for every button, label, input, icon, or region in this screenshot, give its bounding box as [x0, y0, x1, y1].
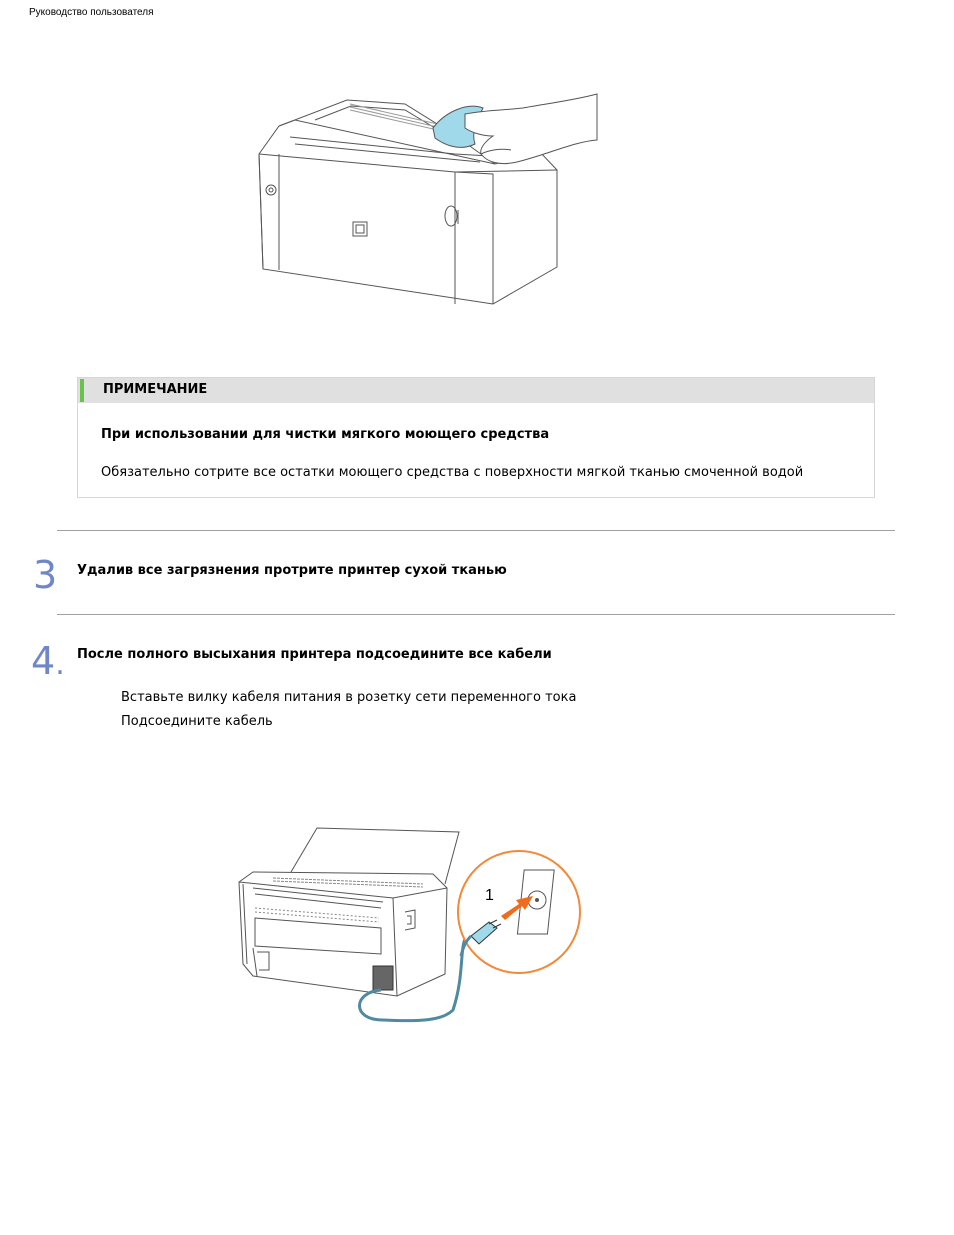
note-body: Обязательно сотрите все остатки моющего средства с поверхности мягкой тканью смоченной водой	[101, 465, 804, 480]
step-4-line-1: Вставьте вилку кабеля питания в розетку сети переменного тока	[121, 690, 577, 705]
header-title: Руководство пользователя	[29, 7, 154, 18]
note-header-bar	[78, 378, 874, 403]
printer-power-cable-illustration	[233, 824, 583, 1024]
step-number-4: 4.	[31, 639, 65, 683]
note-title: ПРИМЕЧАНИЕ	[103, 382, 208, 397]
divider	[57, 614, 895, 615]
step-number-3: 3	[33, 553, 58, 597]
printer-cleaning-illustration	[255, 92, 600, 307]
note-box	[77, 377, 875, 498]
divider	[57, 530, 895, 531]
note-accent-bar	[80, 379, 84, 402]
callout-label: 1	[485, 887, 494, 904]
note-subtitle: При использовании для чистки мягкого моющего средства	[101, 427, 550, 442]
step-3-text: Удалив все загрязнения протрите принтер сухой тканью	[77, 563, 507, 578]
step-4-line-2: Подсоедините кабель	[121, 714, 273, 729]
step-4-text: После полного высыхания принтера подсоедините все кабели	[77, 647, 552, 662]
